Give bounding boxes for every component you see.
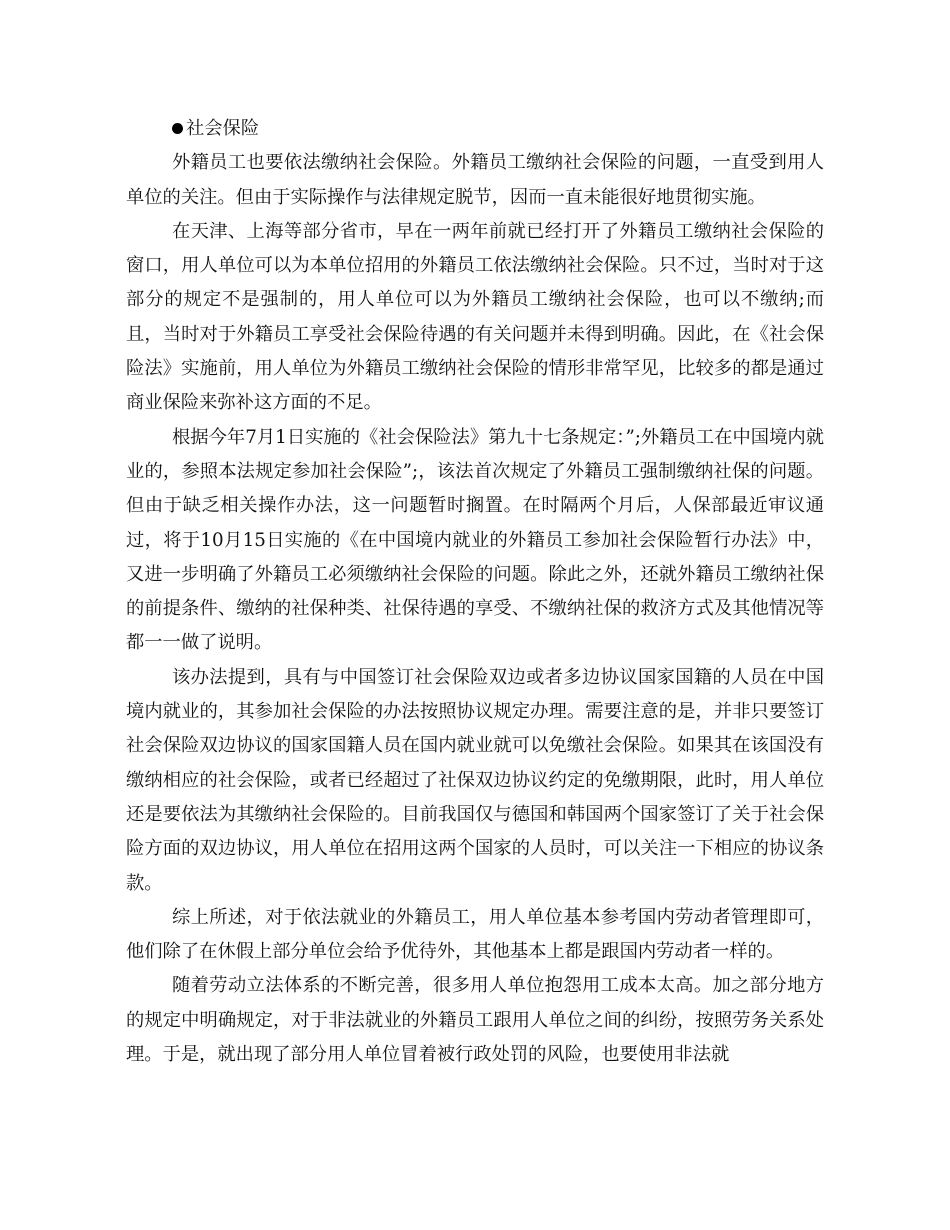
paragraph-2: 在天津、上海等部分省市，早在一两年前就已经打开了外籍员工缴纳社会保险的窗口，用人单位可以为本单位招用的外籍员工依法缴纳社会保险。只不过，当时对于这部分的规定不是强制的，用人单位可以为外籍员工缴纳社会保险，也可以不缴纳;而且，当时对于外籍员工享受社会保险待遇的有关问题并未得到明确。因此，在《社会保险法》实施前，用人单位为外籍员工缴纳社会保险的情形非常罕见，比较多的都是通过商业保险来弥补这方面的不足。	[126, 220, 824, 414]
paragraph-6: 随着劳动立法体系的不断完善，很多用人单位抱怨用工成本太高。加之部分地方的规定中明确规定，对于非法就业的外籍员工跟用人单位之间的纠纷，按照劳务关系处理。于是，就出现了部分用人单位冒着被行政处罚的风险，也要使用非法就	[126, 975, 824, 1066]
paragraph-5: 综上所述，对于依法就业的外籍员工，用人单位基本参考国内劳动者管理即可，他们除了在休假上部分单位会给予优待外，其他基本上都是跟国内劳动者一样的。	[126, 906, 824, 963]
section-heading	[126, 112, 824, 146]
heading-text: 社会保险	[186, 118, 260, 139]
bullet-icon	[172, 123, 183, 134]
paragraph-3: 根据今年7月1日实施的《社会保险法》第九十七条规定：”;外籍员工在中国境内就业的，参照本法规定参加社会保险”;，该法首次规定了外籍员工强制缴纳社保的问题。但由于缺乏相关操作办法，这一问题暂时搁置。在时隔两个月后，人保部最近审议通过，将于10月15日实施的《在中国境内就业的外籍员工参加社会保险暂行办法》中，又进一步明确了外籍员工必须缴纳社会保险的问题。除此之外，还就外籍员工缴纳社保的前提条件、缴纳的社保种类、社保待遇的享受、不缴纳社保的救济方式及其他情况等都一一做了说明。	[126, 426, 824, 654]
paragraph-4: 该办法提到，具有与中国签订社会保险双边或者多边协议国家国籍的人员在中国境内就业的，其参加社会保险的办法按照协议规定办理。需要注意的是，并非只要签订社会保险双边协议的国家国籍人员在国内就业就可以免缴社会保险。如果其在该国没有缴纳相应的社会保险，或者已经超过了社保双边协议约定的免缴期限，此时，用人单位还是要依法为其缴纳社会保险的。目前我国仅与德国和韩国两个国家签订了关于社会保险方面的双边协议，用人单位在招用这两个国家的人员时，可以关注一下相应的协议条款。	[126, 666, 824, 894]
paragraph-1: 外籍员工也要依法缴纳社会保险。外籍员工缴纳社会保险的问题，一直受到用人单位的关注。但由于实际操作与法律规定脱节，因而一直未能很好地贯彻实施。	[126, 152, 824, 208]
document-page	[126, 112, 824, 1072]
